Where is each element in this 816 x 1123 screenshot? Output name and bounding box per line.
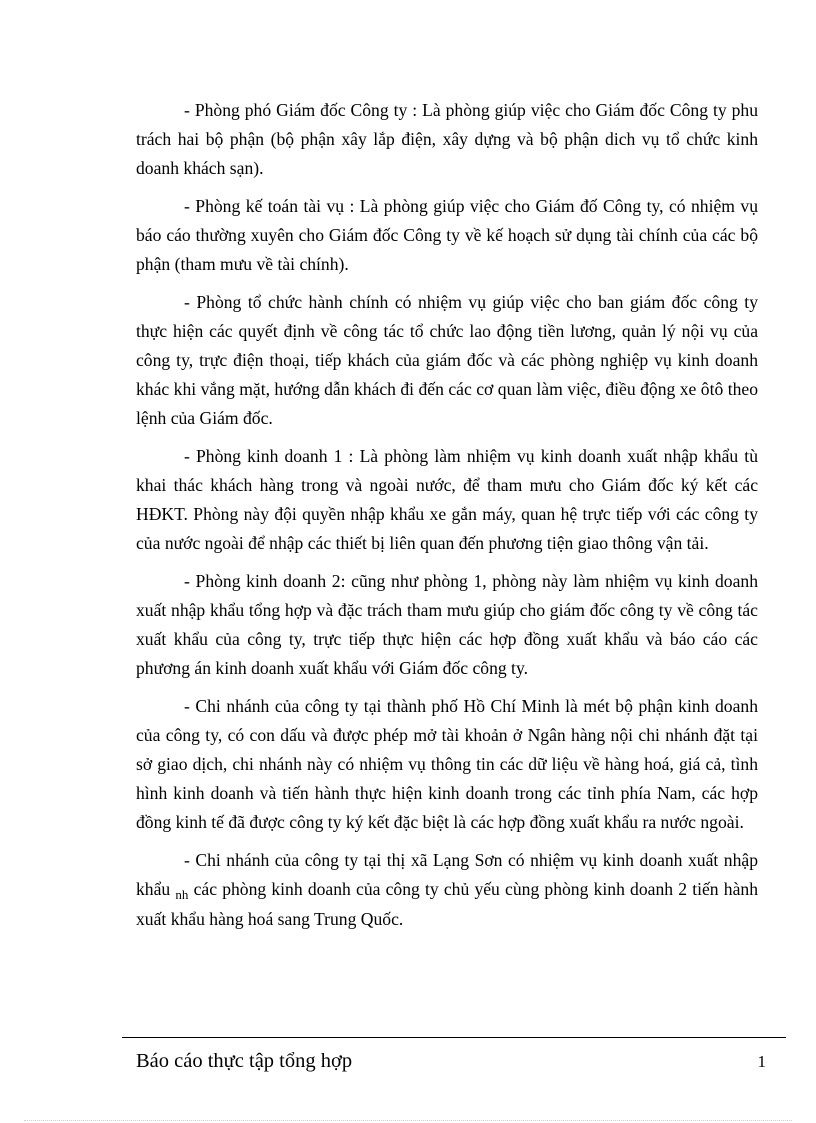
- lang-son-text-end: các phòng kinh doanh của công ty chủ yếu cùng phòng kinh doanh 2 tiến hành xuất khẩu hàng hoá sang Trung Quốc.: [136, 879, 758, 929]
- paragraph-business-2: - Phòng kinh doanh 2: cũng như phòng 1, phòng này làm nhiệm vụ kinh doanh xuất nhập khẩu tổng hợp và đặc trách tham mưu giúp cho giám đốc công ty về công tác xuất khẩu của công ty, trực tiếp thực hiện các hợp đồng xuất khẩu và báo cáo các phương án kinh doanh xuất khẩu với Giám đốc công ty.: [136, 571, 758, 678]
- footer-divider: [122, 1037, 786, 1038]
- footer-title: Báo cáo thực tập tổng hợp: [136, 1050, 353, 1072]
- page-bottom-border: [24, 1120, 792, 1121]
- document-body: [136, 96, 758, 943]
- page-number: 1: [757, 1052, 766, 1071]
- paragraph-accounting: - Phòng kế toán tài vụ : Là phòng giúp việc cho Giám đố Công ty, có nhiệm vụ báo cáo thường xuyên cho Giám đốc Công ty về kế hoạch sử dụng tài chính của các bộ phận (tham mưu về tài chính).: [136, 196, 758, 274]
- paragraph-business-1: - Phòng kinh doanh 1 : Là phòng làm nhiệm vụ kinh doanh xuất nhập khẩu tù khai thác khách hàng trong và ngoài nước, để tham mưu cho Giám đốc ký kết các HĐKT. Phòng này đội quyền nhập khẩu xe gắn máy, quan hệ trực tiếp với các công ty của nước ngoài để nhập các thiết bị liên quan đến phương tiện giao thông vận tải.: [136, 446, 758, 553]
- paragraph-hcm-branch: - Chi nhánh của công ty tại thành phố Hồ Chí Minh là mét bộ phận kinh doanh của công ty, có con dấu và được phép mở tài khoản ở Ngân hàng nội chi nhánh đặt tại sở giao dịch, chi nhánh này có nhiệm vụ thông tin các dữ liệu về hàng hoá, giá cả, tình hình kinh doanh và tiến hành thực hiện kinh doanh trong các tỉnh phía Nam, các hợp đồng kinh tế đã được công ty ký kết đặc biệt là các hợp đồng xuất khẩu ra nước ngoài.: [136, 696, 758, 832]
- lang-son-text-start: - Chi nhánh của công ty tại thị xã Lạng Sơn có nhiệm vụ kinh doanh xuất nhập khẩu: [136, 850, 758, 899]
- paragraph-deputy-director: - Phòng phó Giám đốc Công ty : Là phòng giúp việc cho Giám đốc Công ty phu trách hai bộ phận (bộ phận xây lắp điện, xây dựng và bộ phận dich vụ tổ chức kinh doanh khách sạn).: [136, 100, 758, 178]
- paragraph-lang-son-branch: [136, 846, 758, 934]
- paragraph-administration: - Phòng tổ chức hành chính có nhiệm vụ giúp việc cho ban giám đốc công ty thực hiện các quyết định về công tác tổ chức lao động tiền lương, quản lý nội vụ của công ty, trực điện thoại, tiếp khách của giám đốc và các phòng nghiệp vụ kinh doanh khác khi vắng mặt, hướng dẫn khách đi đến các cơ quan làm việc, điều động xe ôtô theo lệnh của Giám đốc.: [136, 292, 758, 428]
- lang-son-subscript: nh: [175, 887, 189, 902]
